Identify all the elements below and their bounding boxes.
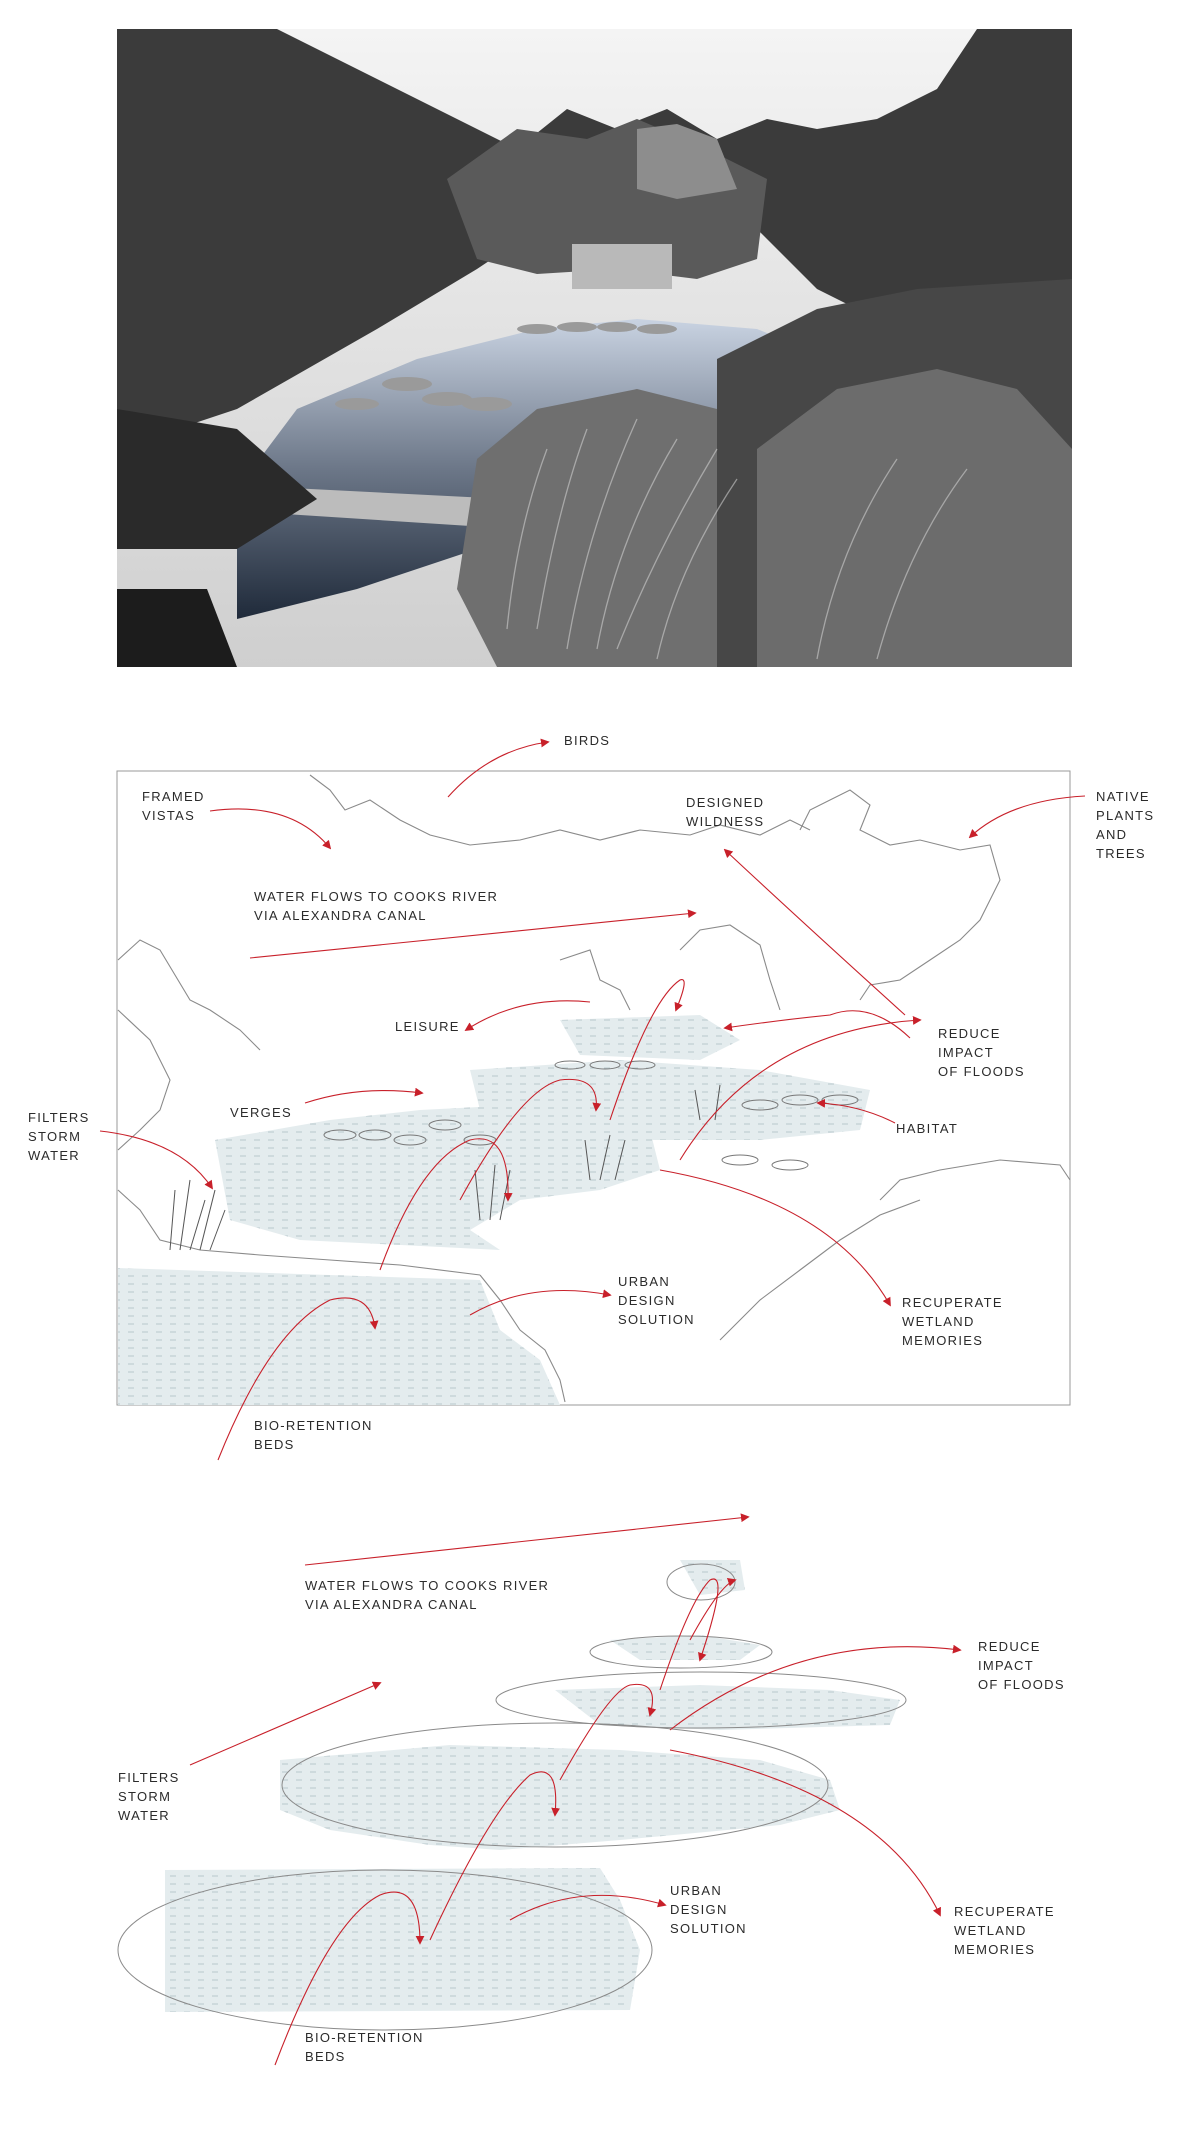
label-bio-retention: BIO-RETENTION BEDS [254, 1418, 373, 1452]
diagram2-water [165, 1560, 900, 2012]
label-recuperate: RECUPERATE WETLAND MEMORIES [902, 1295, 1003, 1348]
diagram1-water [118, 1015, 870, 1405]
label-native-plants: NATIVE PLANTS AND TREES [1096, 789, 1155, 861]
label-verges: VERGES [230, 1105, 292, 1120]
label-filters-storm: FILTERS STORM WATER [28, 1110, 90, 1163]
label-bio-retention-2: BIO-RETENTION BEDS [305, 2030, 424, 2064]
label-leisure: LEISURE [395, 1019, 460, 1034]
label-framed-vistas: FRAMED VISTAS [142, 789, 205, 823]
label-habitat: HABITAT [896, 1121, 959, 1136]
label-urban-design: URBAN DESIGN SOLUTION [618, 1274, 695, 1327]
label-urban-design-2: URBAN DESIGN SOLUTION [670, 1883, 747, 1936]
label-recuperate-2: RECUPERATE WETLAND MEMORIES [954, 1904, 1055, 1957]
label-water-flows: WATER FLOWS TO COOKS RIVER VIA ALEXANDRA CANAL [254, 889, 499, 923]
label-reduce-floods: REDUCE IMPACT OF FLOODS [938, 1026, 1025, 1079]
label-water-flows-2: WATER FLOWS TO COOKS RIVER VIA ALEXANDRA CANAL [305, 1578, 550, 1612]
label-filters-storm-2: FILTERS STORM WATER [118, 1770, 180, 1823]
label-designed-wildness: DESIGNED WILDNESS [686, 795, 765, 829]
label-birds: BIRDS [564, 733, 611, 748]
label-reduce-floods-2: REDUCE IMPACT OF FLOODS [978, 1639, 1065, 1692]
